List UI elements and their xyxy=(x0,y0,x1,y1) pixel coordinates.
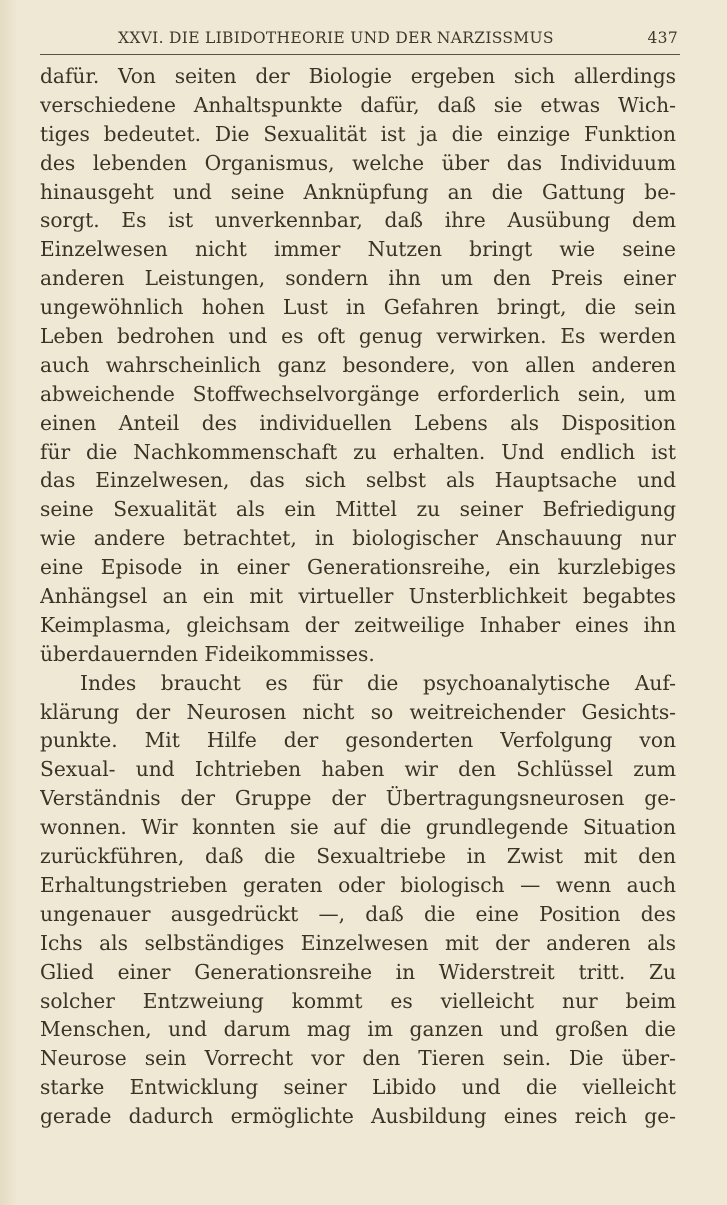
header-rule xyxy=(40,54,680,55)
text-line: Menschen, und darum mag im ganzen und großen die xyxy=(40,1017,676,1042)
text-line: Leben bedrohen und es oft genug verwirken. Es werden xyxy=(40,324,676,349)
text-line: anderen Leistungen, sondern ihn um den Preis einer xyxy=(40,266,676,291)
text-line: ungewöhnlich hohen Lust in Gefahren bringt, die sein xyxy=(40,295,676,320)
running-header xyxy=(40,29,678,53)
text-line: für die Nachkommenschaft zu erhalten. Und endlich ist xyxy=(40,439,676,464)
text-line: des lebenden Organismus, welche über das Individuum xyxy=(40,150,676,175)
text-line: zurückführen, daß die Sexualtriebe in Zwist mit den xyxy=(40,844,676,869)
text-line: dafür. Von seiten der Biologie ergeben sich allerdings xyxy=(40,64,676,88)
text-line: auch wahrscheinlich ganz besondere, von allen anderen xyxy=(40,352,676,377)
text-line: wonnen. Wir konnten sie auf die grundlegende Situation xyxy=(40,815,676,840)
text-line: Neurose sein Vorrecht vor den Tieren sein. Die über- xyxy=(40,1046,676,1071)
text-line: ungenauer ausgedrückt —, daß die eine Position des xyxy=(40,901,676,926)
text-line: Einzelwesen nicht immer Nutzen bringt wie seine xyxy=(40,237,676,262)
text-line: sorgt. Es ist unverkennbar, daß ihre Ausübung dem xyxy=(40,208,676,233)
text-line: hinausgeht und seine Anknüpfung an die Gattung be- xyxy=(40,179,676,204)
text-line: seine Sexualität als ein Mittel zu seiner Befriedigung xyxy=(40,497,676,522)
text-line: Keimplasma, gleichsam der zeitweilige Inhaber eines ihn xyxy=(40,612,676,637)
text-line: abweichende Stoffwechselvorgänge erforderlich sein, um xyxy=(40,381,676,406)
text-line: solcher Entzweiung kommt es vielleicht nur beim xyxy=(40,988,676,1013)
text-line: klärung der Neurosen nicht so weitreichender Gesichts- xyxy=(40,699,676,724)
text-line: eine Episode in einer Generationsreihe, ein kurzlebiges xyxy=(40,555,676,580)
text-line: Verständnis der Gruppe der Übertragungsneurosen ge- xyxy=(40,786,676,811)
text-line: Glied einer Generationsreihe in Widerstreit tritt. Zu xyxy=(40,959,676,984)
body-text xyxy=(40,62,676,1131)
page-number: 437 xyxy=(647,29,678,47)
text-line: starke Entwicklung seiner Libido und die vielleicht xyxy=(40,1075,676,1100)
text-line: Anhängsel an ein mit virtueller Unsterblichkeit begabtes xyxy=(40,584,676,609)
text-line: wie andere betrachtet, in biologischer Anschauung nur xyxy=(40,526,676,551)
text-line: verschiedene Anhaltspunkte dafür, daß sie etwas Wich- xyxy=(40,92,676,117)
text-line: gerade dadurch ermöglichte Ausbildung eines reich ge- xyxy=(40,1104,676,1129)
text-line: Ichs als selbständiges Einzelwesen mit der anderen als xyxy=(40,930,676,955)
text-line: Indes braucht es für die psychoanalytische Auf- xyxy=(80,670,676,695)
text-line: einen Anteil des individuellen Lebens als Disposition xyxy=(40,410,676,435)
text-line: tiges bedeutet. Die Sexualität ist ja die einzige Funktion xyxy=(40,121,676,146)
chapter-title: XXVI. DIE LIBIDOTHEORIE UND DER NARZISSMUS xyxy=(118,29,554,47)
text-line: das Einzelwesen, das sich selbst als Hauptsache und xyxy=(40,468,676,493)
text-line: Erhaltungstrieben geraten oder biologisch — wenn auch xyxy=(40,872,676,897)
text-line: überdauernden Fideikommisses. xyxy=(40,641,375,666)
text-line: punkte. Mit Hilfe der gesonderten Verfolgung von xyxy=(40,728,676,753)
text-line: Sexual- und Ichtrieben haben wir den Schlüssel zum xyxy=(40,757,676,782)
